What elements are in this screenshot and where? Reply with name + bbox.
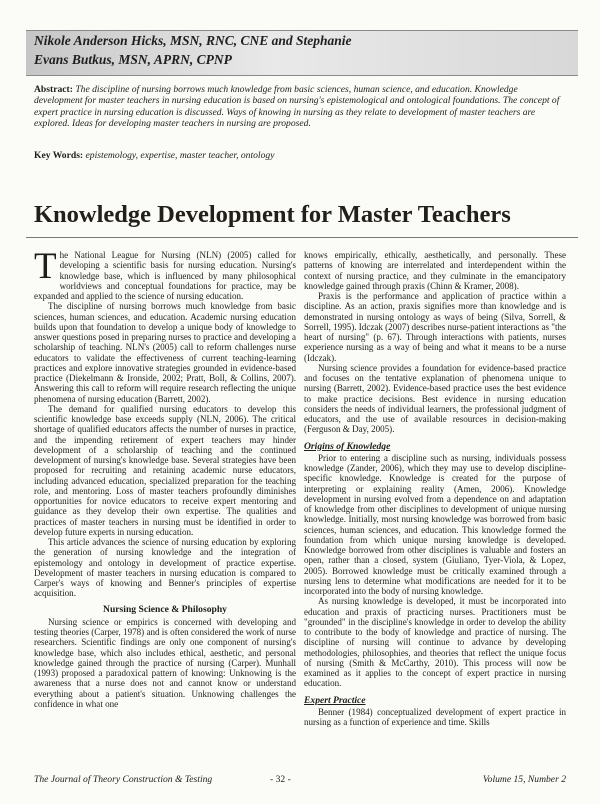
body-paragraph: Benner (1984) conceptualized development of expert practice in nursing as a function of experience and time. Skills [304,706,566,727]
abstract-block [34,84,566,130]
body-paragraph: This article advances the science of nursing education by exploring the generation of nursing knowledge and the integration of epistemology and ontology in development of practice expertise. Development of master teachers in nursing education is compared to Carper's ways of knowing and Benner's principles of expertise acquisition. [34,537,296,599]
author-line-2: Evans Butkus, MSN, APRN, CPNP [34,52,232,67]
body-paragraph: The demand for qualified nursing educators to develop this scientific knowledge base exceeds supply (NLN, 2006). The critical shortage of qualified educators affects the number of nurses in practice, and the impending retirement of expert teachers may hinder development of a scholarship of teaching and the continued development of nursing's knowledge base. Several strategies have been proposed for recruiting and retaining academic nurse educators, including advanced education, specialized preparation for the teaching role, and mentoring. Loss of master teachers profoundly diminishes opportunities for novice educators to receive expert mentoring and guidance as they develop their own expertise. The qualities and practices of master teachers in nursing must be identified in order to develop future experts in nursing education. [34,403,296,537]
section-heading-nursing-science: Nursing Science & Philosophy [103,603,227,615]
body-paragraph: Nursing science or empirics is concerned with developing and testing theories (Carper, 1978) and is often considered the work of nurse researchers. Scientific findings are only one component of nursing's knowledge base, which also includes ethical, aesthetic, and personal knowledge gained through the practice of nursing (Carper). Munhall (1993) proposed a paradoxical pattern of knowing: Unknowing is the awareness that a nurse does not and cannot know or understand everything about a patient's situation. Unknowing challenges the confidence in what one [34,616,296,709]
keywords-block [34,150,566,161]
footer-journal-name: The Journal of Theory Construction & Testing [34,774,213,785]
keywords-label: Key Words: [34,150,84,161]
body-paragraph: Praxis is the performance and application of practice within a discipline. As an action, praxis signifies more than knowledge and is demonstrated in nursing ontology as ways of being (Silva, Sorrell, & Sorrell, 1995). Idczak (2007) describes nurse-patient interactions as "the heart of nursing" (p. 67). Through interactions with patients, nurses experience nursing as a way of being and what it means to be a nurse (Idczak). [304,291,566,363]
section-heading-origins: Origins of Knowledge [304,440,391,452]
intro-paragraph [34,250,296,301]
author-line-1: Nikole Anderson Hicks, MSN, RNC, CNE and Stephanie [34,33,352,48]
body-paragraph: Nursing science provides a foundation for evidence-based practice and focuses on the tentative explanation of phenomena unique to nursing (Barrett, 2002). Evidence-based practice uses the best evidence to make practice decisions. Best evidence in nursing education considers the needs of individual learners, the professional judgment of educators, and the use of available resources in decision-making (Ferguson & Day, 2005). [304,362,566,435]
page-footer [34,774,566,788]
body-paragraph: knows empirically, ethically, aesthetically, and personally. These patterns of knowing are interrelated and interdependent within the context of nursing practice, and they culminate in the emancipatory knowledge gained through praxis (Chinn & Kramer, 2008). [304,250,566,291]
abstract-text: The discipline of nursing borrows much knowledge from basic sciences, human science, and education. Knowledge development for master teachers in nursing education is based on nursing's epistemological and ontological foundations. The concept of expert practice in nursing education is discussed. Ways of knowing in nursing as they relate to development of master teachers are explored. Ideas for developing master teachers in nursing are proposed. [34,84,560,130]
left-column [34,250,296,762]
article-title: Knowledge Development for Master Teachers [34,201,511,228]
footer-page-number: - 32 - [270,774,291,785]
body-paragraph: The discipline of nursing borrows much knowledge from basic sciences, human sciences, and education. Academic nursing education builds upon that foundation to develop a unique body of knowledge to answer questions posed in preparing nurses to practice and developing a scholarship of teaching. NLN's (2005) call to reform challenges nurse educators to validate the effectiveness of current teaching-learning practices and explore innovative strategies grounded in evidence-based practice (Diekelmann & Ironside, 2002; Pratt, Boll, & Collins, 2007). Answering this call to reform will require research reflecting the unique phenomena of nursing education (Barrett, 2002). [34,301,296,404]
author-byline [34,31,434,69]
intro-text: he National League for Nursing (NLN) (2005) called for developing a scientific basis for nursing education. Nursing's knowledge base, which is influenced by many philosophical worldviews and conceptual foundations for practice, may be expanded and applied to the science of nursing education. [34,250,296,301]
right-column [304,250,566,762]
keywords-text: epistemology, expertise, master teacher, ontology [85,150,275,161]
abstract-label: Abstract: [34,84,73,95]
drop-cap: T [34,250,57,287]
body-paragraph: As nursing knowledge is developed, it must be incorporated into education and praxis of practicing nurses. Practitioners must be "grounded" in the discipline's knowledge in order to develop the ability to contribute to the body of knowledge and practice of nursing. The discipline of nursing will continue to advance by developing methodologies, philosophies, and theories that reflect the unique focus of nursing (Smith & McCarthy, 2010). This process will now be examined as it applies to the concept of expert practice in nursing education. [304,596,566,689]
title-divider [26,237,578,238]
footer-volume: Volume 15, Number 2 [482,774,566,785]
section-heading-expert-practice: Expert Practice [304,694,366,706]
body-paragraph: Prior to entering a discipline such as nursing, individuals possess knowledge (Zander, 2006), which they may use to develop discipline-specific knowledge. Knowledge is created for the purpose of interpreting or explaining reality (Amen, 2006). Knowledge development in nursing evolved from a dependence on and adaptation of knowledge from other disciplines to development of unique nursing knowledge. Initially, most nursing knowledge was borrowed from basic sciences, human sciences, and education. This knowledge formed the foundation from which unique nursing knowledge is developed. Knowledge borrowed from other disciplines is valuable and fosters an open, rather than a closed, system (Giuliano, Tyer-Viola, & Lopez, 2005). Borrowed knowledge must be critically examined through a nursing lens to determine what modifications are needed for it to be incorporated into the body of nursing knowledge. [304,452,566,596]
